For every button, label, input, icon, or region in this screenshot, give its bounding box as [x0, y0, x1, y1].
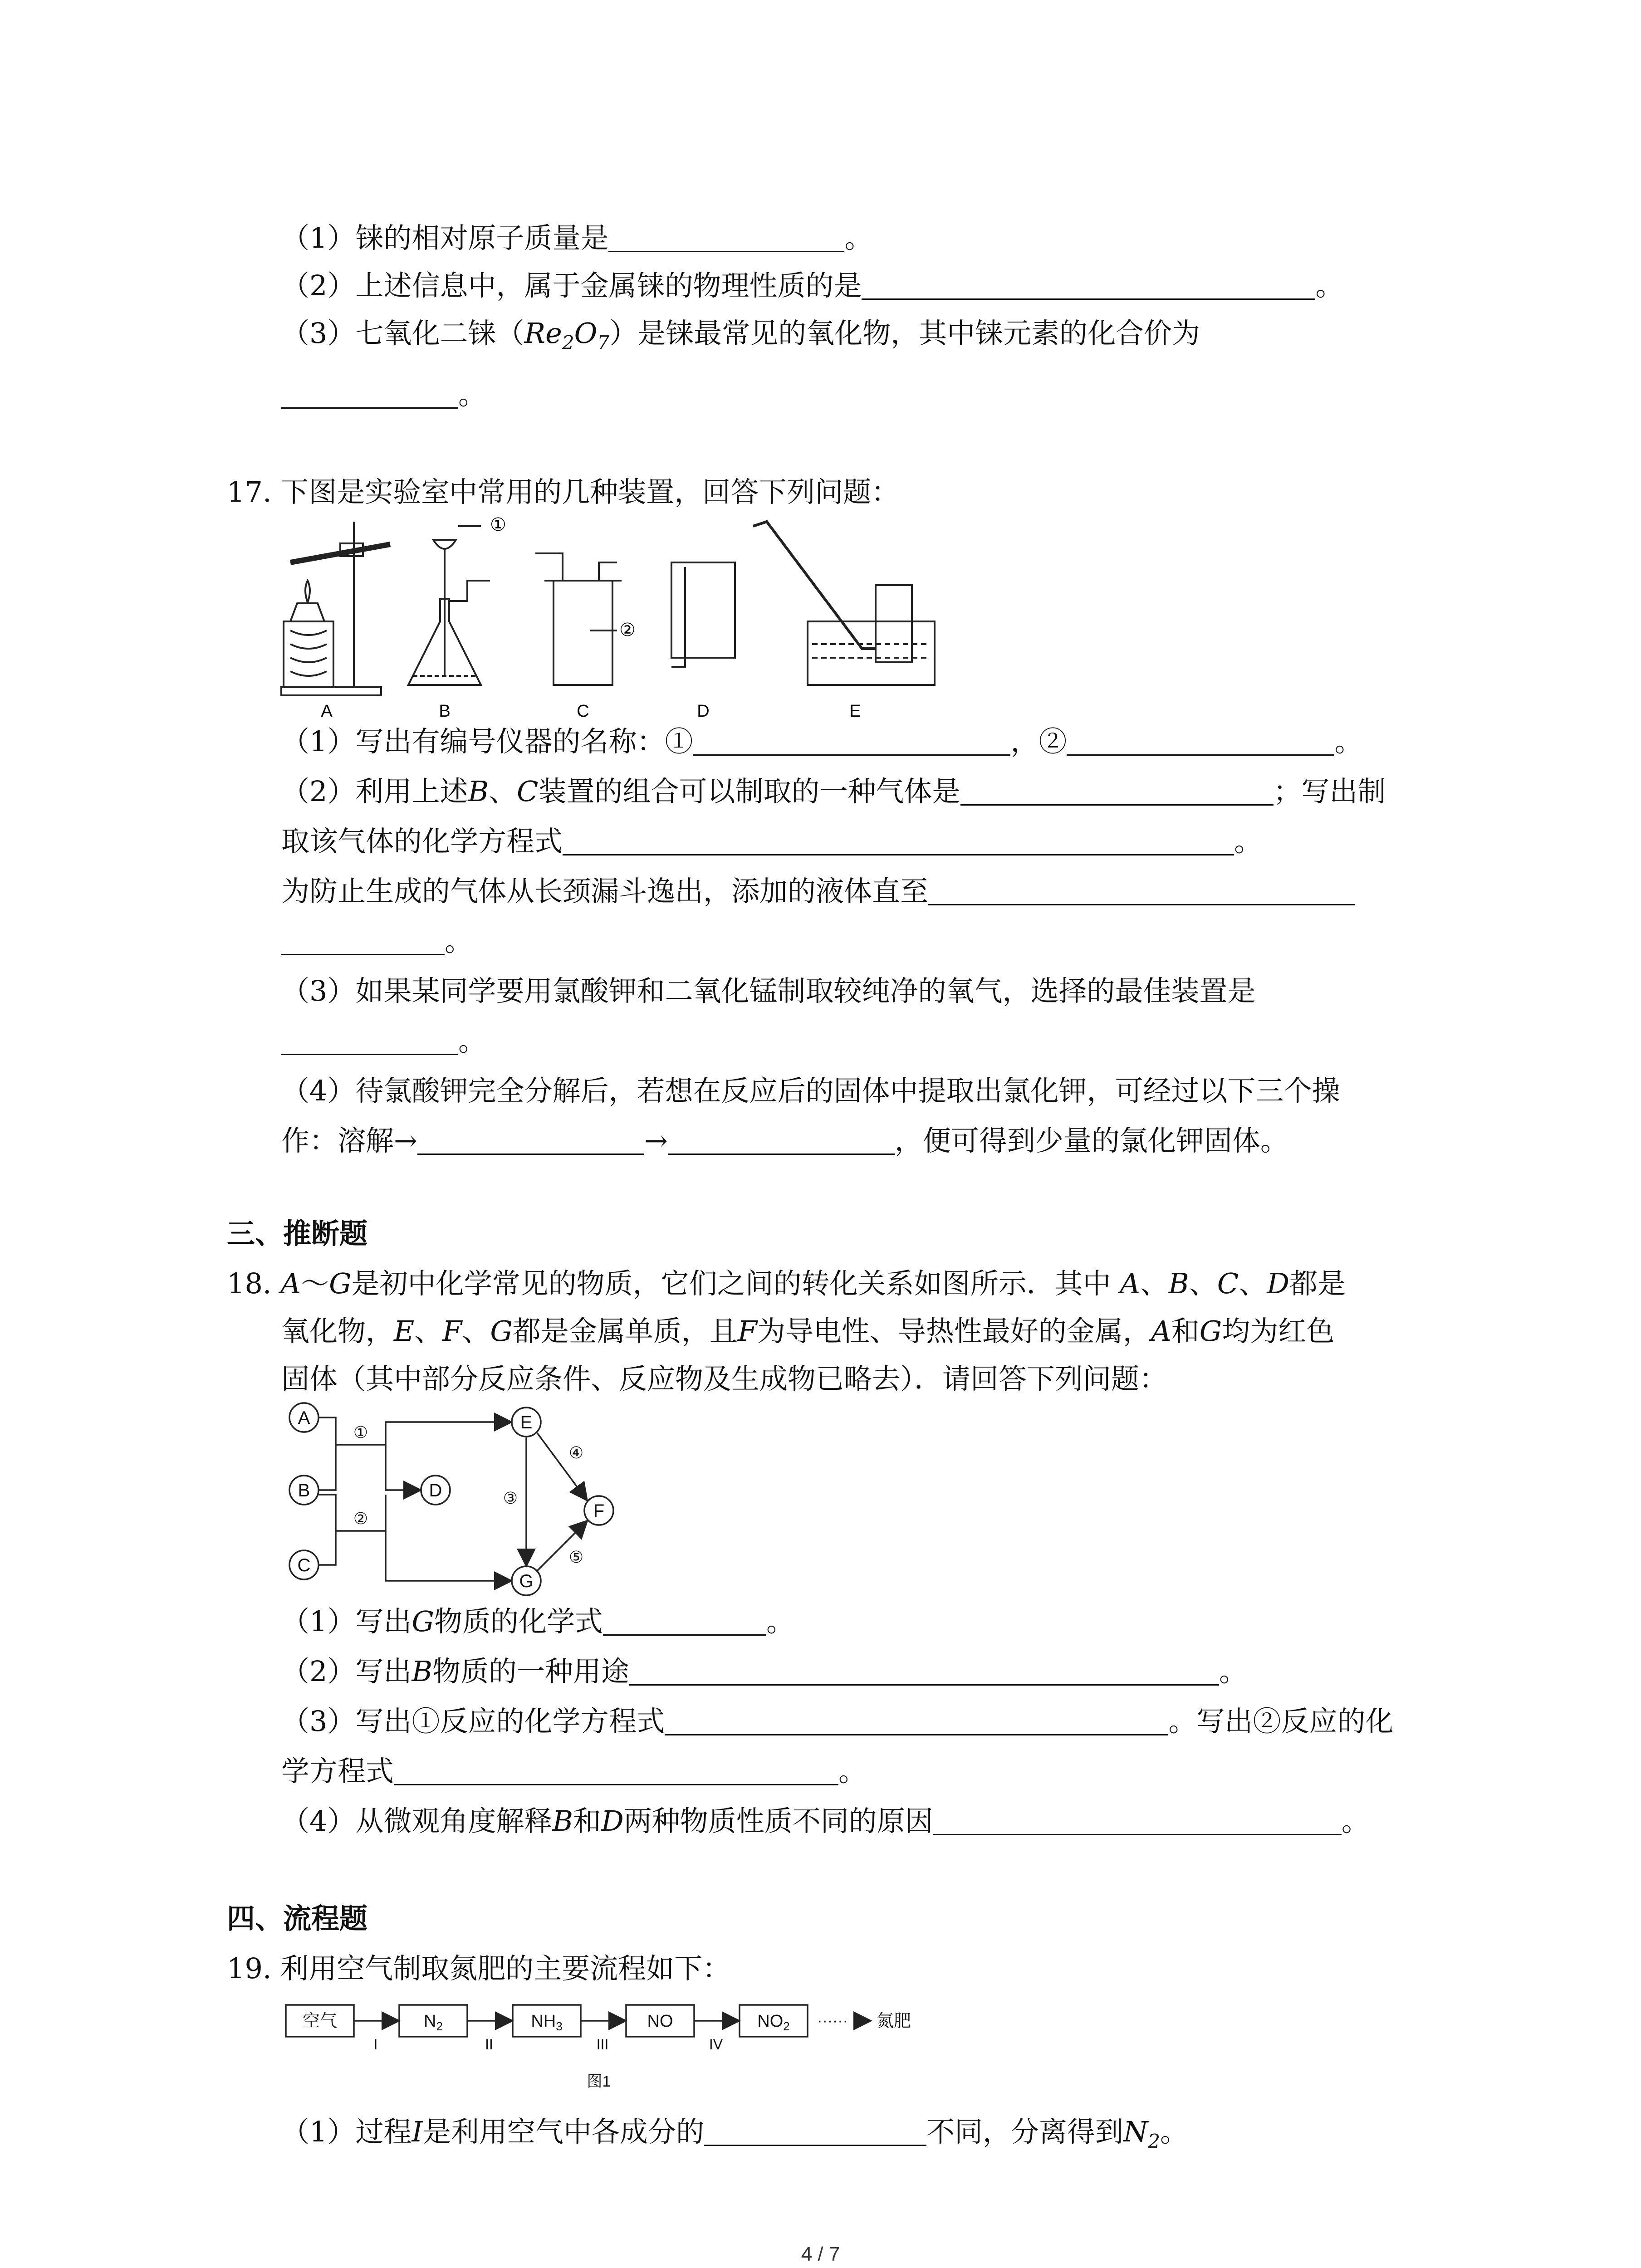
marker-1: ①: [490, 515, 506, 535]
answer-blank[interactable]: [704, 2116, 926, 2146]
answer-blank[interactable]: [281, 379, 458, 409]
node-C-label: C: [297, 1555, 311, 1575]
answer-blank[interactable]: [1067, 726, 1334, 756]
q17-part2-line4: 。: [281, 923, 473, 959]
step-II: II: [485, 2036, 493, 2053]
collecting-bottle-e: [876, 585, 912, 662]
q17-part2: （2）利用上述B、C装置的组合可以制取的一种气体是 ；写出制: [281, 775, 1386, 808]
node-F-label: F: [593, 1501, 605, 1521]
marker-1: ①: [353, 1423, 368, 1442]
node-B-label: B: [298, 1481, 310, 1501]
lab-apparatus-figure: [272, 513, 953, 721]
answer-blank[interactable]: [665, 1706, 1168, 1735]
label-B: B: [439, 702, 451, 721]
flow-label-nh3: $NH_3$: [531, 2012, 563, 2033]
answer-blank[interactable]: [417, 1125, 644, 1155]
q17-part1: （1）写出有编号仪器的名称：① ，② 。: [281, 725, 1363, 758]
q17-part2-line2: 取该气体的化学方程式 。: [281, 825, 1263, 858]
q18-line1: 18. A～G是初中化学常见的物质，它们之间的转化关系如图所示．其中 A、B、C、D都是: [227, 1267, 1346, 1300]
answer-blank[interactable]: [281, 1026, 458, 1055]
q17-part3: （3）如果某同学要用氯酸钾和二氧化锰制取较纯净的氧气，选择的最佳装置是: [281, 974, 1256, 1007]
gas-bottle-d: [671, 562, 735, 658]
answer-blank[interactable]: [668, 1125, 895, 1155]
node-E-label: E: [520, 1413, 533, 1432]
node-A-label: A: [298, 1408, 310, 1428]
answer-blank[interactable]: [394, 1756, 838, 1785]
flow-dots: ······: [817, 2012, 848, 2029]
flow-label-fertilizer: 氮肥: [876, 2012, 911, 2031]
iron-stand-base: [281, 687, 381, 695]
answer-blank[interactable]: [693, 726, 1010, 756]
gas-bottle-c: [554, 581, 612, 685]
flow-label-n2: $N_2$: [424, 2012, 443, 2033]
q16-part1-label: （1）铼的相对原子质量是: [281, 221, 609, 254]
answer-blank[interactable]: [928, 876, 1355, 905]
step-IV: IV: [709, 2036, 723, 2053]
delivery-tube: [449, 581, 490, 601]
q17-part3-answer: 。: [281, 1023, 486, 1059]
label-E: E: [849, 702, 861, 721]
q17-part4-line2: 作：溶解→ → ，便可得到少量的氯化钾固体。: [281, 1124, 1288, 1157]
answer-blank[interactable]: [862, 270, 1315, 300]
tube-d: [671, 567, 685, 667]
q17-title: 17. 下图是实验室中常用的几种装置，回答下列问题：: [227, 475, 900, 508]
step-III: III: [596, 2036, 609, 2053]
alcohol-lamp: [290, 603, 324, 621]
tube-e: [753, 522, 876, 649]
flow-label-no2: $NO_2$: [757, 2012, 790, 2033]
tube-c-in: [535, 553, 563, 581]
marker-5: ⑤: [568, 1548, 584, 1566]
q17-part4: （4）待氯酸钾完全分解后，若想在反应后的固体中提取出氯化钾，可经过以下三个操: [281, 1074, 1340, 1107]
answer-blank[interactable]: [281, 926, 445, 955]
q18-part1: （1）写出G物质的化学式 。: [281, 1605, 795, 1638]
q16-part3: （3）七氧化二铼$(Re_2O_7)$是铼最常见的氧化物，其中铼元素的化合价为: [281, 317, 1200, 354]
q16-part1: （1）铼的相对原子质量是 。: [281, 221, 873, 254]
q19-title: 19. 利用空气制取氮肥的主要流程如下：: [227, 1952, 731, 1985]
answer-blank[interactable]: [629, 1656, 1219, 1686]
funnel-top: [433, 540, 456, 549]
label-C: C: [577, 702, 589, 721]
node-G-label: G: [519, 1571, 534, 1591]
step-I: I: [373, 2036, 378, 2053]
label-A: A: [321, 702, 333, 721]
q19-part1: （1）过程I是利用空气中各成分的 不同，分离得到$N_2$。: [281, 2115, 1188, 2152]
q18-part2: （2）写出B物质的一种用途 。: [281, 1655, 1248, 1688]
answer-blank[interactable]: [608, 223, 844, 252]
answer-blank[interactable]: [603, 1606, 766, 1636]
q16-part2-label: （2）上述信息中，属于金属铼的物理性质的是: [281, 269, 862, 302]
marker-4: ④: [568, 1443, 584, 1462]
q18-part4: （4）从微观角度解释B和D两种物质性质不同的原因 。: [281, 1804, 1370, 1838]
water-trough: [808, 621, 935, 685]
q16-part2: （2）上述信息中，属于金属铼的物理性质的是 。: [281, 269, 1344, 302]
flow-label-no: NO: [647, 2012, 673, 2031]
page-number: 4 / 7: [801, 2243, 840, 2265]
answer-blank[interactable]: [563, 826, 1234, 855]
q16-part3-answer: 。: [281, 376, 486, 413]
figure-caption: 图1: [587, 2073, 611, 2090]
q18-part3: （3）写出①反应的化学方程式 。写出②反应的化: [281, 1705, 1394, 1738]
label-D: D: [697, 702, 710, 721]
marker-2: ②: [353, 1509, 368, 1528]
marker-2: ②: [619, 620, 636, 640]
q17-part2-line3: 为防止生成的气体从长颈漏斗逸出，添加的液体直至: [281, 873, 1355, 909]
flame: [305, 581, 310, 602]
q18-line2: 氧化物，E、F、G都是金属单质，且F为导电性、导热性最好的金属，A和G均为红色: [281, 1315, 1335, 1348]
flow-label-air: 空气: [302, 2012, 338, 2031]
node-D-label: D: [429, 1481, 442, 1501]
q18-line3: 固体（其中部分反应条件、反应物及生成物已略去）．请回答下列问题：: [281, 1362, 1168, 1395]
q18-part3-line2: 学方程式 。: [281, 1755, 867, 1788]
section-heading-3: 三、推断题: [227, 1217, 368, 1250]
marker-3: ③: [503, 1489, 518, 1507]
answer-blank[interactable]: [960, 776, 1274, 806]
section-heading-4: 四、流程题: [227, 1902, 368, 1935]
conversion-diagram: [281, 1399, 644, 1599]
process-flow-figure: [281, 1996, 916, 2100]
answer-blank[interactable]: [933, 1806, 1342, 1835]
